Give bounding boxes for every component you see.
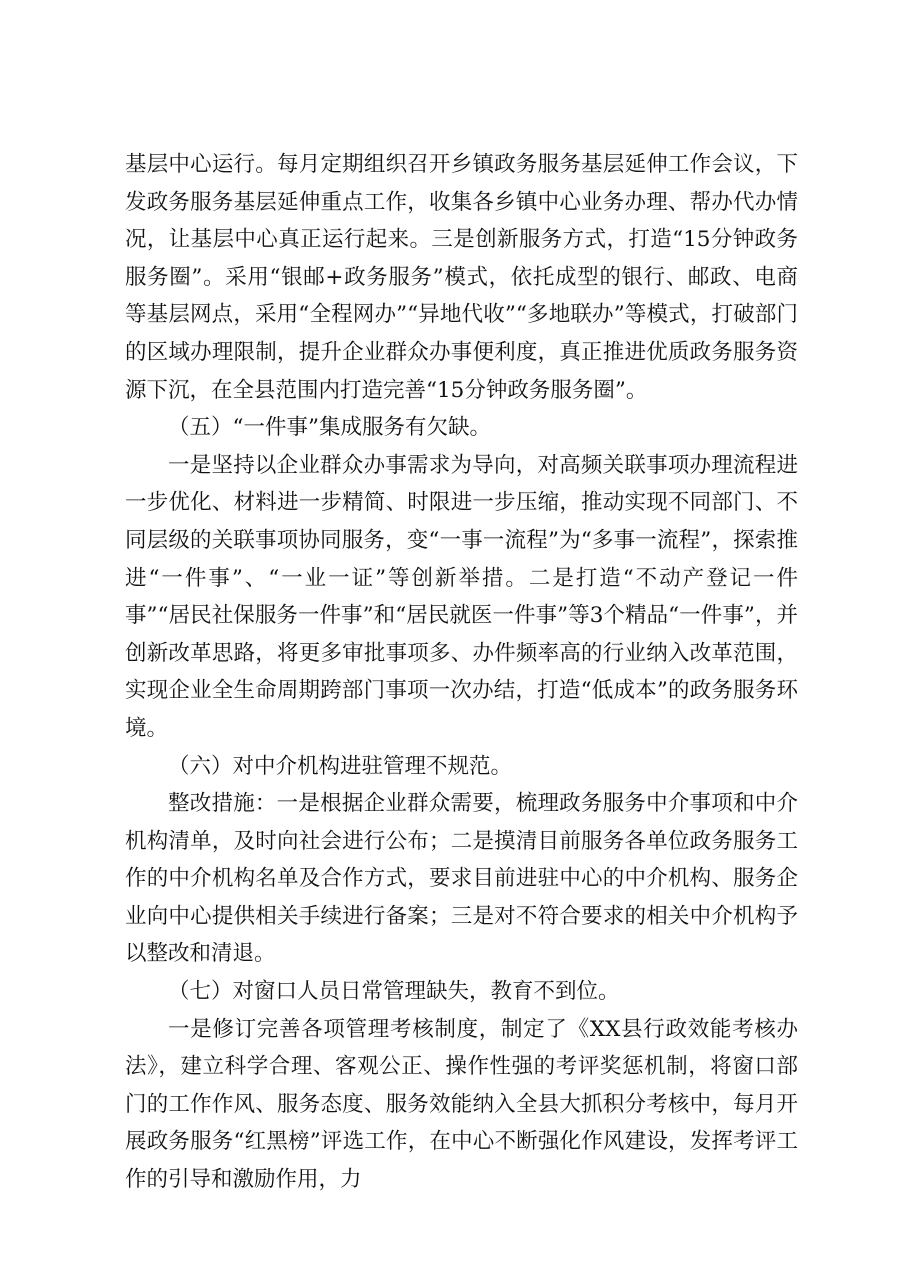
section-heading-7: （七）对窗口人员日常管理缺失，教育不到位。 (168, 979, 620, 1005)
document-body (125, 146, 798, 1199)
paragraph-continued: 基层中心运行。每月定期组织召开乡镇政务服务基层延伸工作会议，下发政务服务基层延伸重点工作，收集各乡镇中心业务办理、帮办代办情况，让基层中心真正运行起来。三是创新服务方式，打造“15分钟政务服务圈”。采用“银邮+政务服务”模式，依托成型的银行、邮政、电商等基层网点，采用“全程网办”“异地代收”“多地联办”等模式，打破部门的区域办理限制，提升企业群众办事便利度，真正推进优质政务服务资源下沉，在全县范围内打造完善“15分钟政务服务圈”。 (125, 152, 798, 403)
paragraph-section-6: 整改措施：一是根据企业群众需要，梳理政务服务中介事项和中介机构清单，及时向社会进行公布；二是摸清目前服务各单位政务服务工作的中介机构名单及合作方式，要求目前进驻中心的中介机构、服务企业向中心提供相关手续进行备案；三是对不符合要求的相关中介机构予以整改和清退。 (125, 791, 798, 967)
section-heading-6: （六）对中介机构进驻管理不规范。 (168, 753, 513, 779)
section-heading-5: （五）“一件事”集成服务有欠缺。 (168, 415, 491, 441)
paragraph-section-5: 一是坚持以企业群众办事需求为导向，对高频关联事项办理流程进一步优化、材料进一步精简、时限进一步压缩，推动实现不同部门、不同层级的关联事项协同服务，变“一事一流程”为“多事一流程”，探索推进“一件事”、“一业一证”等创新举措。二是打造“不动产登记一件事”“居民社保服务一件事”和“居民就医一件事”等3个精品“一件事”，并创新改革思路，将更多审批事项多、办件频率高的行业纳入改革范围，实现企业全生命周期跨部门事项一次办结，打造“低成本”的政务服务环境。 (125, 452, 798, 741)
paragraph-section-7: 一是修订完善各项管理考核制度，制定了《XX县行政效能考核办法》，建立科学合理、客观公正、操作性强的考评奖惩机制，将窗口部门的工作作风、服务态度、服务效能纳入全县大抓积分考核中，每月开展政务服务“红黑榜”评选工作，在中心不断强化作风建设，发挥考评工作的引导和激励作用，力 (125, 1016, 798, 1193)
